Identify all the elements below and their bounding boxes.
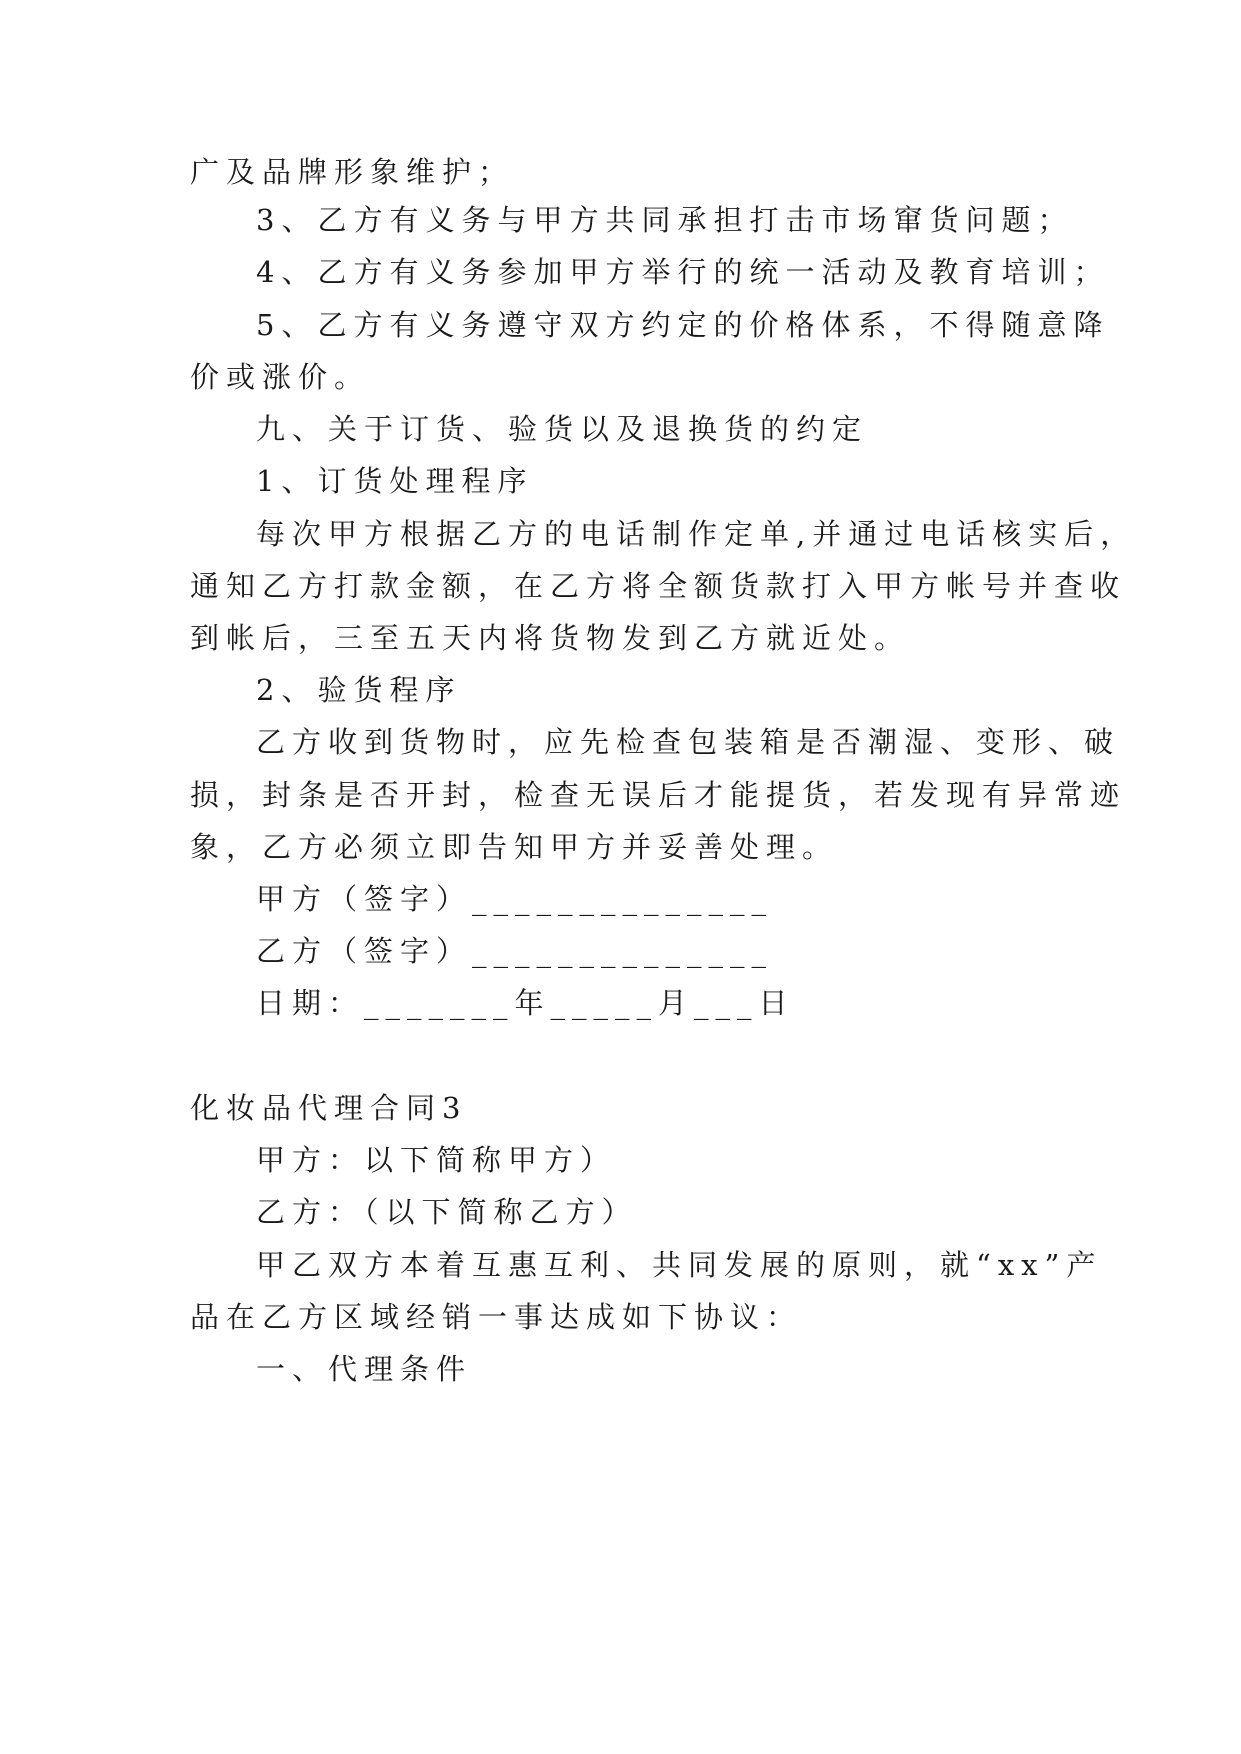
paragraph-line: 甲乙双方本着互惠互利、共同发展的原则，就“xx”产 [256, 1248, 1103, 1282]
paragraph-line: 到帐后，三至五天内将货物发到乙方就近处。 [190, 621, 911, 655]
paragraph-line: 象，乙方必须立即告知甲方并妥善处理。 [190, 830, 839, 864]
signature-date: 日期：_______年_____月___日 [256, 986, 795, 1020]
paragraph-line: 价或涨价。 [190, 360, 371, 394]
paragraph-line: 广及品牌形象维护； [190, 155, 515, 189]
clause-3-line: 3、乙方有义务与甲方共同承担打击市场窜货问题； [256, 203, 1074, 237]
paragraph-line: 通知乙方打款金额，在乙方将全额货款打入甲方帐号并查收 [190, 569, 1127, 603]
signature-party-b: 乙方（签字）______________ [256, 934, 774, 968]
section-heading: 一、代理条件 [256, 1352, 473, 1386]
subsection-heading: 1、订货处理程序 [256, 464, 534, 498]
signature-party-a: 甲方（签字）______________ [256, 882, 774, 916]
party-a-line: 甲方：以下简称甲方） [256, 1143, 617, 1177]
section-heading: 九、关于订货、验货以及退换货的约定 [256, 412, 869, 446]
paragraph-line: 每次甲方根据乙方的电话制作定单,并通过电话核实后， [256, 517, 1137, 551]
party-b-line: 乙方：（以下简称乙方） [256, 1195, 638, 1229]
subsection-heading: 2、验货程序 [256, 673, 462, 707]
paragraph-line: 乙方收到货物时，应先检查包装箱是否潮湿、变形、破 [256, 725, 1121, 759]
paragraph-line: 品在乙方区域经销一事达成如下协议： [190, 1300, 803, 1334]
clause-4-line: 4、乙方有义务参加甲方举行的统一活动及教育培训； [256, 255, 1110, 289]
paragraph-line: 损，封条是否开封，检查无误后才能提货，若发现有异常迹 [190, 778, 1127, 812]
contract-title: 化妆品代理合同3 [190, 1091, 468, 1125]
clause-5-line: 5、乙方有义务遵守双方约定的价格体系，不得随意降 [256, 308, 1110, 342]
